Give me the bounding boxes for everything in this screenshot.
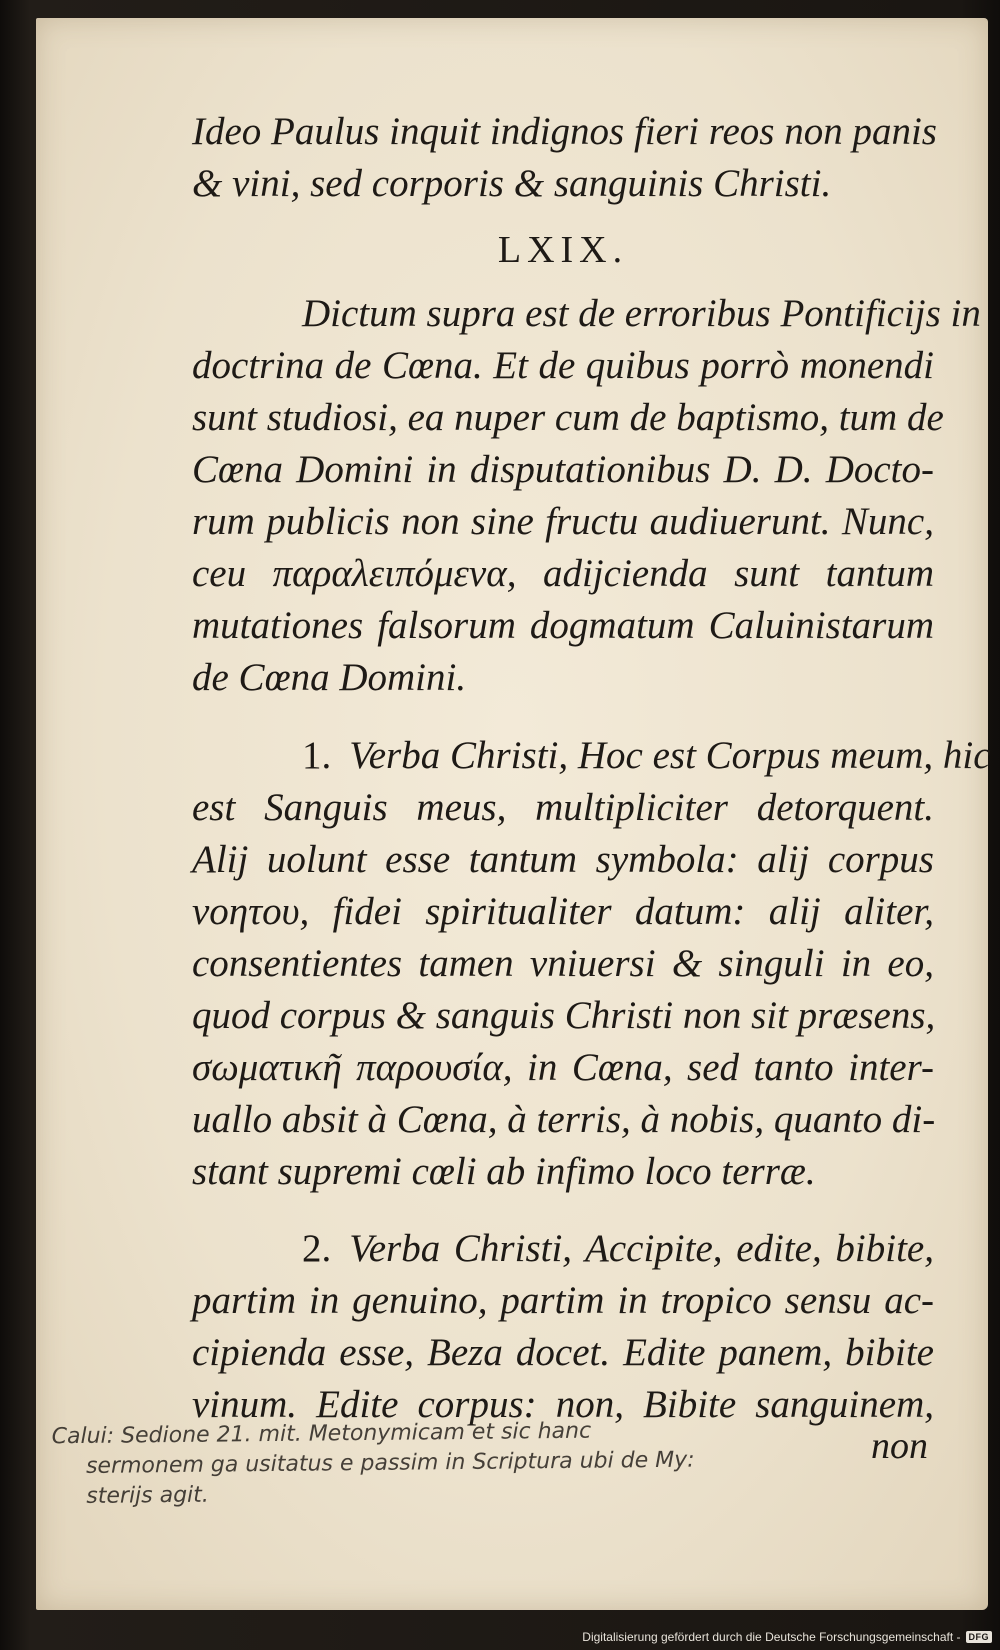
text-line: Alij uolunt esse tantum symbola: alij corpus	[192, 838, 934, 881]
note-line: sermonem ga usitatus e passim in Scriptura ubi de My:	[85, 1447, 695, 1479]
text-line: σωματικῆ παρουσία, in Cœna, sed tanto inter-	[192, 1046, 934, 1089]
text-line: νοητου, fidei spiritualiter datum: alij aliter,	[192, 890, 934, 933]
credit-text: Digitalisierung gefördert durch die Deutsche Forschungsgemeinschaft -	[582, 1630, 961, 1644]
dfg-logo-icon: DFG	[966, 1631, 993, 1643]
text-line	[192, 1223, 934, 1275]
note-line: Calui: Sedione 21. mit. Metonymicam et sic hanc	[51, 1418, 592, 1450]
text-line: Ideo Paulus inquit indignos fieri reos non panis	[192, 110, 937, 153]
text-line: partim in genuino, partim in tropico sensu ac-	[192, 1279, 934, 1322]
note-line: sterijs agit.	[86, 1482, 209, 1509]
top-lines	[192, 106, 937, 210]
point-number: 2.	[302, 1227, 332, 1270]
text-line: doctrina de Cœna. Et de quibus porrò monendi	[192, 344, 934, 387]
text-line: ceu παραλειπόμενα, adijcienda sunt tantum	[192, 552, 934, 595]
text-line: mutationes falsorum dogmatum Caluinistarum	[192, 604, 934, 647]
text-line: est Sanguis meus, multipliciter detorquent.	[192, 786, 934, 829]
text-line-content: Verba Christi, Hoc est Corpus meum, hic	[349, 734, 991, 777]
text-line-content: Verba Christi, Accipite, edite, bibite,	[349, 1227, 934, 1270]
text-line: cipienda esse, Beza docet. Edite panem, bibite	[192, 1331, 934, 1374]
handwritten-marginal-note	[52, 1414, 873, 1513]
paragraph-point-1	[192, 730, 991, 1198]
text-line: vinum. Edite corpus: non, Bibite sanguinem,	[192, 1383, 934, 1426]
text-line: & vini, sed corporis & sanguinis Christi.	[192, 162, 832, 205]
text-line: de Cœna Domini.	[192, 656, 467, 699]
catchword: non	[871, 1425, 928, 1467]
text-line: Cœna Domini in disputationibus D. D. Docto-	[192, 448, 934, 491]
paragraph-intro	[192, 288, 981, 704]
paragraph-point-2	[192, 1223, 934, 1431]
text-line	[192, 730, 991, 782]
section-heading: LXIX.	[497, 229, 629, 271]
point-number: 1.	[302, 734, 332, 777]
text-line: sunt studiosi, ea nuper cum de baptismo, tum de	[192, 396, 944, 439]
text-line: uallo absit à Cœna, à terris, à nobis, quanto di-	[192, 1098, 936, 1141]
digitization-credit	[582, 1630, 992, 1644]
text-line: quod corpus & sanguis Christi non sit præsens,	[192, 994, 936, 1037]
text-line: stant supremi cœli ab infimo loco terræ.	[192, 1150, 816, 1193]
text-line: Dictum supra est de erroribus Pontificijs in	[302, 292, 981, 335]
text-line: consentientes tamen vniuersi & singuli in eo,	[192, 942, 934, 985]
text-line: rum publicis non sine fructu audiuerunt. Nunc,	[192, 500, 934, 543]
